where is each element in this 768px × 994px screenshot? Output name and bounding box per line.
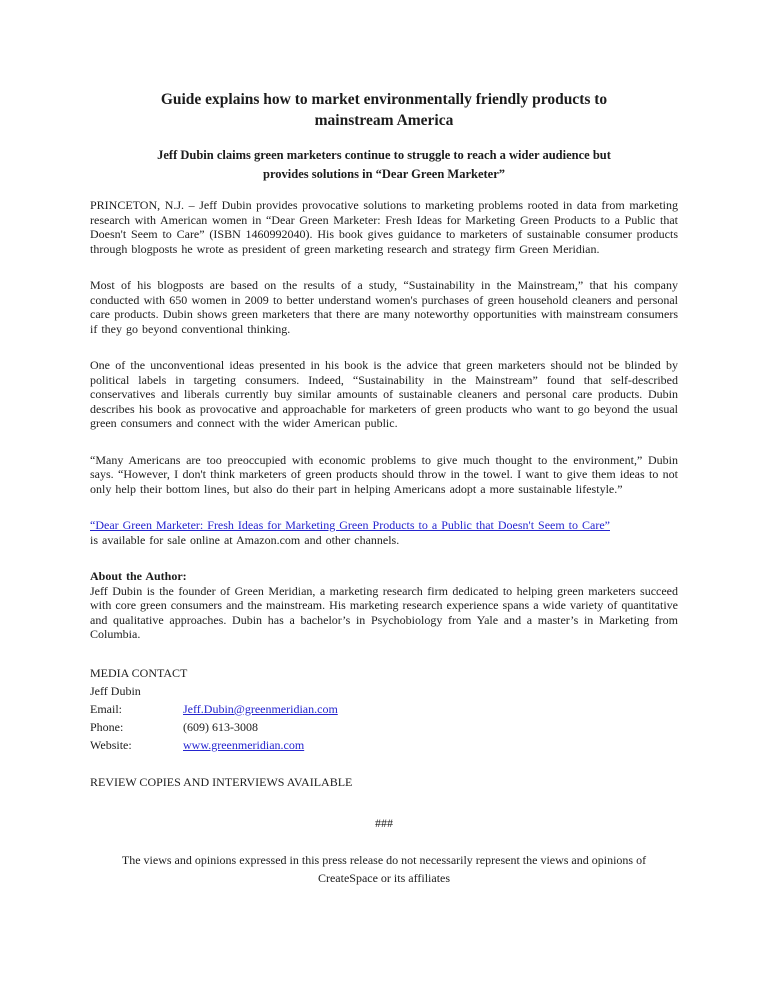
- paragraph-study: Most of his blogposts are based on the results of a study, “Sustainability in the Mainstream,” that his company conducted with 650 women in 2009 to better understand women's purchases of green household cleaners and personal care products. Dubin shows green marketers that there are many noteworthy opportunities with mainstream consumers if they go beyond conventional thinking.: [90, 278, 678, 336]
- website-link[interactable]: www.greenmeridian.com: [183, 737, 305, 752]
- about-author-body: Jeff Dubin is the founder of Green Meridian, a marketing research firm dedicated to helping green marketers succeed with core green consumers and the mainstream. His marketing research experience spans a wide variety of quantitative and qualitative approaches. Dubin has a bachelor’s in Psychobiology from Yale and a master’s in Marketing from Columbia.: [90, 583, 678, 641]
- disclaimer-text: The views and opinions expressed in this press release do not necessarily represent the views and opinions of CreateSpace or its affiliates: [121, 852, 647, 885]
- press-release-end-mark: ###: [375, 816, 393, 830]
- document-title-line-2: mainstream America: [314, 112, 454, 129]
- availability-text: is available for sale online at Amazon.com and other channels.: [90, 532, 400, 547]
- contact-row-phone: [90, 718, 678, 736]
- contact-row-website: [90, 736, 678, 754]
- contact-row-email: [90, 700, 678, 718]
- media-contact-heading: MEDIA CONTACT: [90, 665, 188, 680]
- book-title-link[interactable]: “Dear Green Marketer: Fresh Ideas for Marketing Green Products to a Public that Doesn't Seem to Care”: [90, 518, 610, 532]
- phone-label: Phone:: [90, 719, 124, 734]
- document-title-line-1: Guide explains how to market environmentally friendly products to: [160, 91, 608, 108]
- paragraph-intro: PRINCETON, N.J. – Jeff Dubin provides provocative solutions to marketing problems rooted in data from marketing research with American women in “Dear Green Marketer: Fresh Ideas for Marketing Green Products to a Public that Doesn't Seem to Care” (ISBN 1460992040). His book gives guidance to marketers of sustainable consumer products through blogposts he wrote as president of green marketing research and strategy firm Green Meridian.: [90, 198, 678, 256]
- document-body: [90, 198, 678, 887]
- phone-value: (609) 613-3008: [183, 719, 258, 734]
- about-author-heading: About the Author:: [90, 569, 187, 583]
- email-label: Email:: [90, 701, 122, 716]
- paragraph-ideas: One of the unconventional ideas presented in his book is the advice that green marketers should not be blinded by political labels in targeting consumers. Indeed, “Sustainability in the Mainstream” found that self-described conservatives and liberals currently buy similar amounts of sustainable cleaners and personal care products. Dubin describes his book as provocative and approachable for marketers of green products who want to go beyond the usual green consumers and connect with the wider American public.: [90, 358, 678, 430]
- email-link[interactable]: Jeff.Dubin@greenmeridian.com: [183, 701, 338, 716]
- paragraph-quote: “Many Americans are too preoccupied with economic problems to give much thought to the environment,” Dubin says. “However, I don't think marketers of green products should throw in the towel. I want to give them ideas to not only help their bottom lines, but also do their part in helping Americans adopt a more sustainable lifestyle.”: [90, 452, 678, 496]
- document-subtitle: [90, 146, 678, 184]
- media-contact-name: Jeff Dubin: [90, 683, 141, 698]
- about-author-section: [90, 569, 678, 642]
- media-contact-section: [90, 664, 678, 754]
- review-copies-line: REVIEW COPIES AND INTERVIEWS AVAILABLE: [90, 774, 353, 789]
- document-subtitle-line-1: Jeff Dubin claims green marketers continue to struggle to reach a wider audience but: [157, 148, 611, 162]
- document-title: [90, 89, 678, 131]
- paragraph-availability: [90, 518, 678, 547]
- website-label: Website:: [90, 737, 132, 752]
- document-subtitle-line-2: provides solutions in “Dear Green Marketer”: [263, 167, 505, 181]
